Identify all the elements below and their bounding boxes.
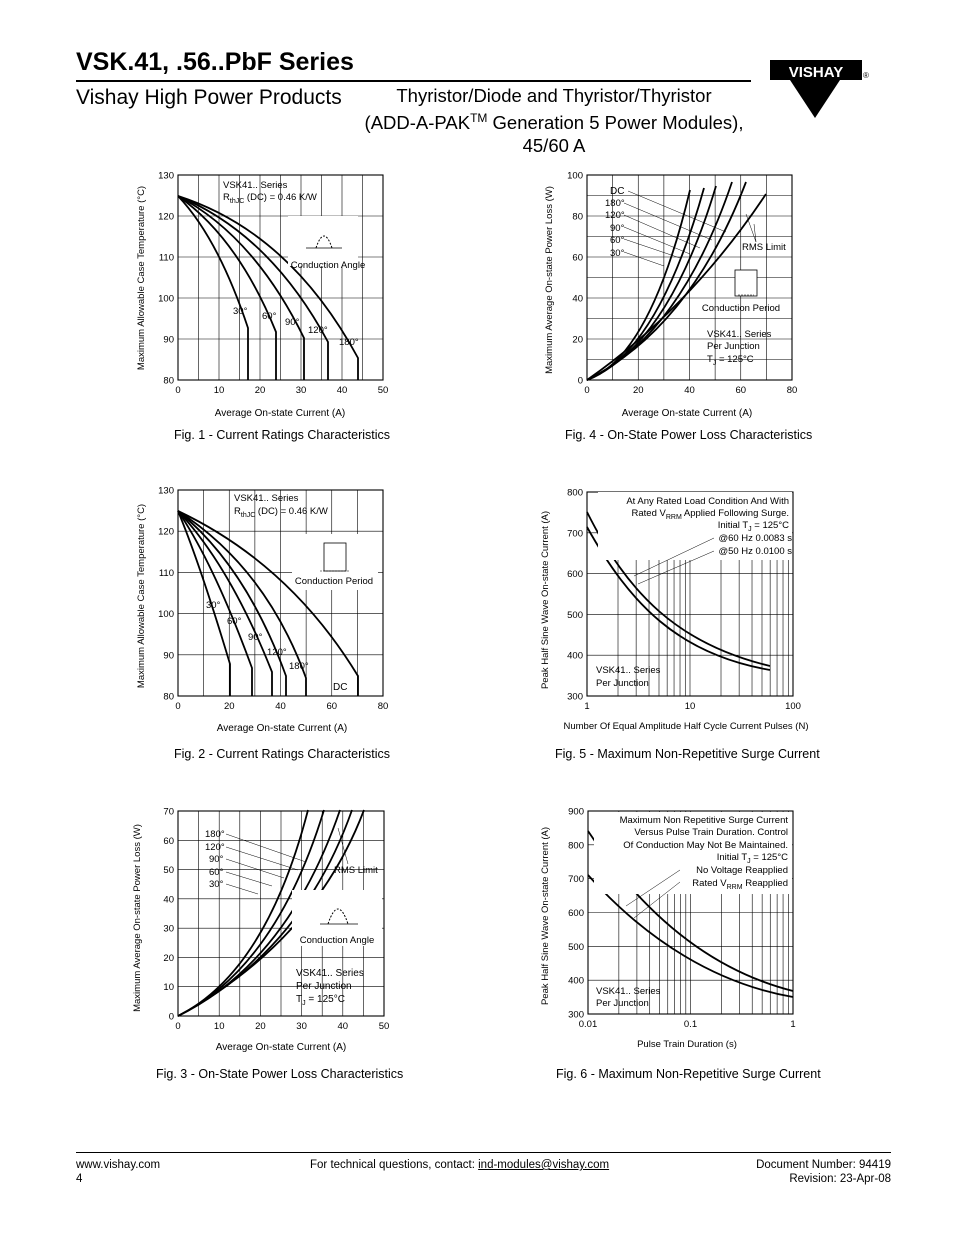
fig5-note-3: Initial $T_J = 125^\circ C$: [717, 520, 789, 533]
fig5-ytick: 300: [567, 691, 583, 703]
fig1-ylabel: Maximum Allowable Case Temperature (°C): [136, 185, 147, 371]
fig3-chart: [126, 802, 406, 1062]
fig1-xtick: 0: [175, 385, 181, 396]
fig6-ytick: 700: [568, 874, 584, 886]
fig4-legend-30: 30°: [610, 248, 625, 259]
fig2-xtick: 80: [377, 701, 389, 712]
fig2-note-rthjc: $R_{thJC}$ (DC) = 0.46 K/W: [234, 506, 328, 519]
footer-contact-prefix: For technical questions, contact:: [310, 1159, 479, 1171]
product-description: [356, 84, 752, 157]
fig4-caption: Fig. 4 - On-State Power Loss Characteristics: [565, 428, 813, 442]
fig3-ytick: 0: [168, 1011, 174, 1023]
fig4-xtick: 40: [684, 385, 695, 396]
fig2-ytick: 80: [163, 691, 174, 703]
fig3-note-tj: $T_J = 125^\circ C$: [296, 994, 345, 1007]
fig2-label-dc: DC: [333, 682, 348, 693]
fig3-note-series: VSK41.. Series: [296, 968, 364, 979]
fig5-ytick: 500: [567, 609, 583, 621]
fig4-inset-label: Conduction Period: [701, 303, 781, 314]
fig5-ylabel: Peak Half Sine Wave On-state Current (A): [540, 510, 551, 690]
fig1-xtick: 50: [377, 385, 389, 396]
fig4-legend-180: 180°: [605, 198, 625, 209]
footer-rule: [76, 1152, 891, 1153]
fig3-xtick: 20: [255, 1021, 266, 1032]
fig2-inset-conduction-period: [292, 534, 378, 590]
fig2-label-30: 30°: [206, 600, 221, 611]
fig6-note-1: Maximum Non Repetitive Surge Current: [619, 815, 788, 826]
fig1-caption: Fig. 1 - Current Ratings Characteristics: [174, 428, 391, 442]
footer-contact-email[interactable]: ind-modules@vishay.com: [478, 1159, 610, 1171]
fig6-note-3: Of Conduction May Not Be Maintained.: [623, 840, 788, 851]
fig6-ytick: 600: [568, 908, 584, 919]
fig6-ytick: 800: [568, 840, 584, 852]
document-subtitle: Vishay High Power Products: [76, 86, 342, 109]
fig5-note-series: VSK41.. Series: [596, 665, 661, 676]
fig3-ytick: 70: [163, 806, 174, 818]
fig6-ylabel: Peak Half Sine Wave On-state Current (A): [540, 826, 551, 1006]
fig5-caption: Fig. 5 - Maximum Non-Repetitive Surge Current: [555, 747, 820, 761]
fig6-note-junction: Per Junction: [596, 998, 649, 1009]
fig2-ytick: 110: [158, 567, 174, 579]
fig4-ytick: 20: [572, 334, 583, 346]
fig2-curve-30: [178, 511, 230, 696]
fig5-note-50hz: @50 Hz 0.0100 s: [718, 546, 792, 557]
fig5-xlabel: Number Of Equal Amplitude Half Cycle Current Pulses (N): [563, 721, 809, 732]
fig6-xtick: 0.1: [683, 1019, 698, 1030]
fig5-annotation: [598, 492, 792, 584]
product-description-line-1: Thyristor/Diode and Thyristor/Thyristor: [396, 85, 712, 106]
fig1-note-series: VSK41.. Series: [223, 180, 288, 191]
fig1-ytick: 130: [158, 170, 174, 182]
fig6-ytick: 900: [568, 806, 584, 818]
footer-contact: [310, 1159, 609, 1171]
fig1-ytick: 90: [163, 334, 174, 346]
fig4-ylabel: Maximum Average On-state Power Loss (W): [544, 186, 555, 374]
product-description-line-2: [356, 107, 752, 134]
fig6-note-no-voltage: No Voltage Reapplied: [696, 865, 788, 876]
fig6-note-2: Versus Pulse Train Duration. Control: [634, 827, 788, 838]
fig3-xtick: 30: [296, 1021, 307, 1032]
fig6-ytick: 300: [568, 1009, 584, 1021]
footer-revision: Revision: 23-Apr-08: [789, 1173, 891, 1185]
fig3-xlabel: Average On-state Current (A): [215, 1042, 347, 1053]
fig6-xtick: 1: [790, 1019, 796, 1030]
fig2-ytick: 130: [158, 485, 174, 497]
fig1-label-60: 60°: [262, 311, 277, 322]
fig2-curve-90: [178, 511, 272, 696]
fig1-inset-label: Conduction Angle: [290, 260, 366, 271]
fig2-label-180: 180°: [289, 661, 309, 672]
fig4-xtick: 0: [584, 385, 590, 396]
fig3-inset-label: Conduction Angle: [299, 935, 375, 946]
fig1-note-rthjc: $R_{thJC}$ (DC) = 0.46 K/W: [223, 192, 317, 205]
fig4-xlabel: Average On-state Current (A): [621, 408, 753, 419]
fig3-ytick: 30: [163, 923, 174, 935]
fig4-legend-60: 60°: [610, 235, 625, 246]
fig3-xtick: 0: [175, 1021, 181, 1032]
fig6-xlabel: Pulse Train Duration (s): [637, 1039, 737, 1050]
fig2-xlabel: Average On-state Current (A): [216, 723, 348, 734]
fig6-ytick: 500: [568, 941, 584, 953]
fig5-chart: [538, 484, 828, 744]
fig1-inset-conduction-angle: [288, 216, 365, 271]
fig3-xtick: 40: [337, 1021, 349, 1032]
fig5-note-1: At Any Rated Load Condition And With: [626, 496, 789, 507]
fig2-ylabel: Maximum Allowable Case Temperature (°C): [136, 503, 147, 689]
fig3-note-junction: Per Junction: [296, 981, 352, 992]
fig3-xtick: 50: [378, 1021, 390, 1032]
fig5-xtick: 100: [785, 701, 801, 712]
fig4-note-junction: Per Junction: [707, 341, 760, 352]
fig1-ytick: 80: [163, 375, 174, 387]
product-description-line-3: 45/60 A: [522, 135, 586, 157]
fig2-caption: Fig. 2 - Current Ratings Characteristics: [174, 747, 391, 761]
fig2-label-90: 90°: [248, 632, 263, 643]
fig5-note-60hz: @60 Hz 0.0083 s: [718, 533, 792, 544]
fig4-ytick: 60: [572, 252, 583, 264]
fig2-ytick: 90: [163, 650, 174, 662]
document-title: VSK.41, .56..PbF Series: [76, 48, 354, 76]
fig3-legend-30: 30°: [209, 879, 224, 890]
vishay-logo: [768, 44, 870, 120]
fig3-ytick: 50: [163, 865, 174, 877]
fig1-ytick: 100: [158, 293, 174, 305]
fig4-rms-limit: RMS Limit: [742, 242, 786, 253]
fig3-ytick: 20: [163, 952, 174, 964]
fig5-ytick: 400: [567, 650, 583, 662]
fig4-chart: [540, 168, 820, 428]
logo-text: VISHAY: [788, 64, 844, 81]
fig2-inset-label: Conduction Period: [294, 576, 374, 587]
fig2-ytick: 100: [158, 609, 174, 621]
fig3-legend-60: 60°: [209, 867, 224, 878]
fig6-chart: [538, 802, 828, 1062]
fig1-ytick: 110: [158, 252, 174, 264]
fig3-ytick: 10: [163, 982, 174, 994]
fig3-rms-limit: RMS Limit: [334, 865, 378, 876]
fig6-xtick: 0.01: [578, 1019, 598, 1030]
fig1-label-90: 90°: [285, 317, 300, 328]
fig1-label-120: 120°: [308, 325, 328, 336]
fig2-note-series: VSK41.. Series: [234, 493, 299, 504]
fig3-legend-180: 180°: [205, 829, 225, 840]
fig2-chart: [130, 484, 410, 744]
fig3-xtick: 10: [213, 1021, 225, 1032]
fig6-note-series: VSK41.. Series: [596, 986, 661, 997]
fig2-xtick: 40: [275, 701, 286, 712]
trademark-sup: TM: [470, 111, 488, 125]
footer-doc-number: Document Number: 94419: [756, 1159, 891, 1171]
product-description-line-2a: (ADD-A-PAK: [364, 112, 471, 134]
logo-registered-mark: ®: [863, 71, 869, 80]
fig4-legend-120: 120°: [605, 210, 625, 221]
fig5-ytick: 600: [567, 569, 583, 581]
fig4-inset-conduction-period: [702, 270, 780, 314]
fig4-ytick: 0: [577, 375, 583, 387]
fig4-note-tj: $T_J = 125^\circ C$: [707, 354, 754, 367]
fig2-ytick: 120: [158, 526, 174, 538]
fig3-legend-120: 120°: [205, 842, 225, 853]
fig4-legend-leaders: [624, 191, 756, 266]
fig1-label-30: 30°: [233, 306, 248, 317]
fig4-legend-90: 90°: [610, 223, 625, 234]
fig6-caption: Fig. 6 - Maximum Non-Repetitive Surge Current: [556, 1067, 821, 1081]
fig2-xtick: 0: [175, 701, 181, 712]
fig6-note-vrrm: Rated $V_{RRM}$ Reapplied: [692, 878, 788, 891]
product-description-line-2b: Generation 5 Power Modules),: [487, 112, 744, 134]
fig1-xlabel: Average On-state Current (A): [214, 408, 346, 419]
fig1-chart: [130, 168, 410, 428]
fig4-ytick: 80: [572, 211, 583, 223]
fig5-note-2: Rated $V_{RRM}$ Applied Following Surge.: [631, 508, 789, 521]
fig4-xtick: 80: [786, 385, 798, 396]
fig3-ytick: 40: [163, 894, 174, 906]
fig1-xtick: 20: [254, 385, 266, 396]
footer-website[interactable]: www.vishay.com: [76, 1159, 161, 1171]
fig1-curve-90: [178, 196, 304, 380]
fig5-note-junction: Per Junction: [596, 678, 649, 689]
header-rule: [76, 80, 751, 82]
fig4-xtick: 60: [735, 385, 747, 396]
fig4-ytick: 40: [572, 293, 583, 305]
fig2-label-120: 120°: [267, 647, 287, 658]
fig4-ytick: 100: [567, 170, 583, 182]
fig5-ytick: 800: [567, 487, 583, 499]
fig6-ytick: 400: [568, 975, 584, 987]
fig3-caption: Fig. 3 - On-State Power Loss Characteristics: [156, 1067, 404, 1081]
fig3-inset-conduction-angle: [292, 890, 382, 946]
fig5-xtick: 1: [584, 701, 590, 712]
fig3-legend-90: 90°: [209, 854, 224, 865]
fig1-xtick: 30: [295, 385, 307, 396]
fig1-xtick: 10: [213, 385, 225, 396]
fig1-ytick: 120: [158, 211, 174, 223]
fig3-curve-30: [178, 810, 308, 1016]
fig2-label-60: 60°: [227, 616, 242, 627]
fig5-xtick: 10: [684, 701, 696, 712]
fig6-note-4: Initial $T_J = 125^\circ C$: [716, 852, 788, 865]
fig5-ytick: 700: [567, 528, 583, 540]
fig1-xtick: 40: [336, 385, 348, 396]
fig4-legend-dc: DC: [610, 186, 625, 197]
fig2-xtick: 60: [326, 701, 338, 712]
fig3-ylabel: Maximum Average On-state Power Loss (W): [132, 824, 143, 1012]
fig3-ytick: 60: [163, 835, 174, 847]
footer-page-number: 4: [76, 1173, 83, 1185]
fig4-note-series: VSK41.. Series: [707, 329, 772, 340]
fig1-label-180: 180°: [339, 337, 359, 348]
fig2-xtick: 20: [223, 701, 235, 712]
fig4-xtick: 20: [632, 385, 644, 396]
